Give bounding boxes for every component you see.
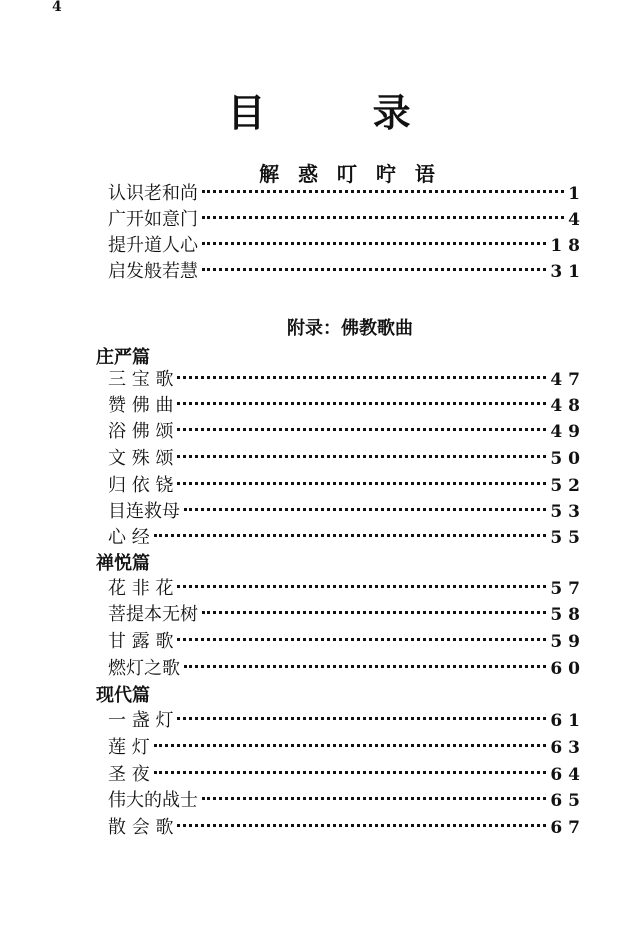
toc-entry-label: 一 盏 灯 bbox=[108, 710, 174, 731]
toc-entry-page: 1 bbox=[568, 184, 586, 204]
toc-entry-label: 散 会 歌 bbox=[108, 817, 174, 838]
toc-entry-page: 52 bbox=[550, 476, 586, 496]
toc-entry-page: 55 bbox=[550, 528, 586, 548]
toc-entry-page: 57 bbox=[550, 579, 586, 599]
toc-entry-page: 63 bbox=[550, 738, 586, 758]
main-section-heading: 解 惑 叮 咛 语 bbox=[259, 162, 441, 186]
toc-entry[interactable] bbox=[108, 233, 586, 259]
corner-mark: 4 bbox=[52, 0, 62, 15]
toc-entry-page: 47 bbox=[550, 370, 586, 390]
dot-leader bbox=[177, 376, 546, 379]
dot-leader bbox=[177, 824, 546, 827]
dot-leader bbox=[177, 482, 546, 485]
toc-entry[interactable] bbox=[108, 762, 586, 788]
toc-entry[interactable] bbox=[108, 708, 586, 734]
toc-entry[interactable] bbox=[108, 735, 586, 761]
toc-entry-label: 认识老和尚 bbox=[108, 183, 198, 204]
toc-entry-page: 61 bbox=[550, 711, 586, 731]
appendix-heading: 附录：佛教歌曲 bbox=[287, 318, 413, 339]
dot-leader bbox=[177, 455, 546, 458]
dot-leader bbox=[202, 216, 564, 219]
toc-entry[interactable] bbox=[108, 656, 586, 682]
toc-entry-page: 48 bbox=[550, 396, 586, 416]
toc-entry-label: 莲 灯 bbox=[108, 737, 150, 758]
toc-entry-page: 50 bbox=[550, 449, 586, 469]
toc-entry-label: 赞 佛 曲 bbox=[108, 395, 174, 416]
page-title bbox=[0, 82, 640, 137]
toc-entry-page: 49 bbox=[550, 422, 586, 442]
toc-entry-label: 花 非 花 bbox=[108, 578, 174, 599]
dot-leader bbox=[177, 638, 546, 641]
toc-entry-label: 浴 佛 颂 bbox=[108, 421, 174, 442]
dot-leader bbox=[154, 771, 547, 774]
dot-leader bbox=[184, 508, 546, 511]
toc-entry[interactable] bbox=[108, 181, 586, 207]
toc-entry[interactable] bbox=[108, 393, 586, 419]
toc-entry[interactable] bbox=[108, 419, 586, 445]
toc-entry-label: 圣 夜 bbox=[108, 764, 150, 785]
dot-leader bbox=[177, 717, 546, 720]
dot-leader bbox=[202, 268, 546, 271]
toc-entry-page: 53 bbox=[550, 502, 586, 522]
toc-entry[interactable] bbox=[108, 525, 586, 551]
toc-entry[interactable] bbox=[108, 629, 586, 655]
toc-entry-page: 64 bbox=[550, 765, 586, 785]
dot-leader bbox=[177, 585, 546, 588]
dot-leader bbox=[177, 402, 546, 405]
toc-entry[interactable] bbox=[108, 367, 586, 393]
toc-entry[interactable] bbox=[108, 473, 586, 499]
dot-leader bbox=[202, 797, 546, 800]
toc-entry-label: 目连救母 bbox=[108, 501, 180, 522]
toc-entry[interactable] bbox=[108, 576, 586, 602]
toc-entry-label: 归 依 铙 bbox=[108, 475, 174, 496]
toc-entry-label: 菩提本无树 bbox=[108, 604, 198, 625]
toc-entry-label: 心 经 bbox=[108, 527, 150, 548]
group-heading: 现代篇 bbox=[96, 685, 150, 706]
toc-entry-page: 4 bbox=[568, 210, 586, 230]
group-heading: 庄严篇 bbox=[96, 347, 150, 368]
toc-entry-label: 广开如意门 bbox=[108, 209, 198, 230]
toc-entry[interactable] bbox=[108, 815, 586, 841]
dot-leader bbox=[202, 242, 546, 245]
title-char-1: 目 bbox=[227, 90, 268, 135]
toc-entry[interactable] bbox=[108, 602, 586, 628]
toc-entry-label: 提升道人心 bbox=[108, 235, 198, 256]
toc-entry-label: 甘 露 歌 bbox=[108, 631, 174, 652]
dot-leader bbox=[177, 428, 546, 431]
toc-entry-page: 60 bbox=[550, 659, 586, 679]
toc-entry-page: 18 bbox=[550, 236, 586, 256]
toc-entry-label: 文 殊 颂 bbox=[108, 448, 174, 469]
dot-leader bbox=[154, 744, 547, 747]
toc-entry-page: 31 bbox=[550, 262, 586, 282]
dot-leader bbox=[184, 665, 546, 668]
toc-entry[interactable] bbox=[108, 207, 586, 233]
toc-entry-page: 65 bbox=[550, 791, 586, 811]
toc-entry-label: 燃灯之歌 bbox=[108, 658, 180, 679]
toc-entry-page: 67 bbox=[550, 818, 586, 838]
toc-entry-label: 伟大的战士 bbox=[108, 790, 198, 811]
dot-leader bbox=[202, 611, 546, 614]
toc-entry-label: 启发般若慧 bbox=[108, 261, 198, 282]
toc-entry-page: 58 bbox=[550, 605, 586, 625]
title-char-2: 录 bbox=[372, 90, 413, 135]
toc-entry[interactable] bbox=[108, 499, 586, 525]
dot-leader bbox=[202, 190, 564, 193]
toc-entry-label: 三 宝 歌 bbox=[108, 369, 174, 390]
group-heading: 禅悦篇 bbox=[96, 553, 150, 574]
dot-leader bbox=[154, 534, 547, 537]
toc-entry[interactable] bbox=[108, 446, 586, 472]
toc-entry[interactable] bbox=[108, 259, 586, 285]
toc-entry[interactable] bbox=[108, 788, 586, 814]
toc-entry-page: 59 bbox=[550, 632, 586, 652]
